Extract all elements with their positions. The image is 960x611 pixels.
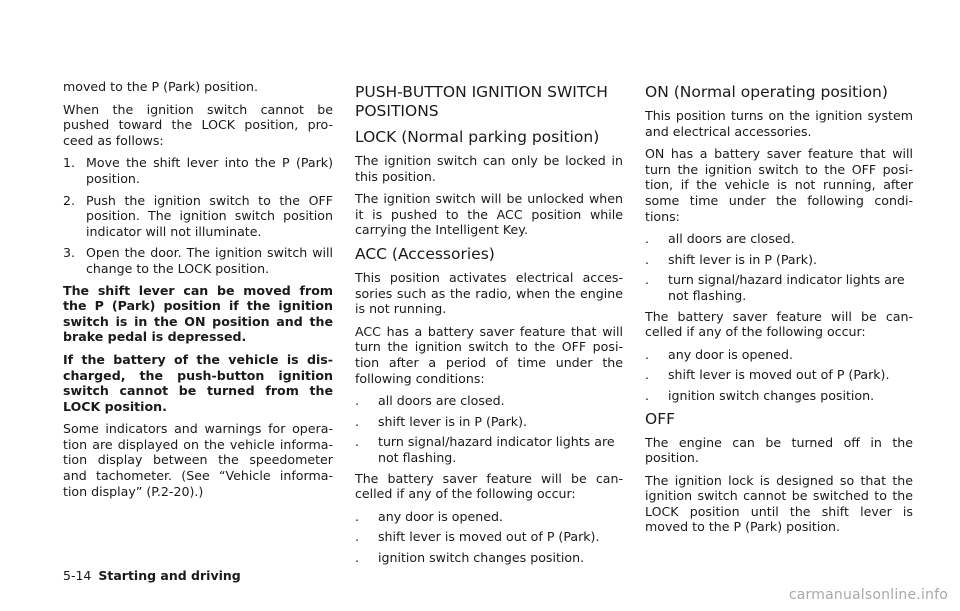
bullet-text: turn signal/hazard indicator lights are not flashing. bbox=[668, 272, 905, 303]
list-item bbox=[645, 252, 913, 268]
paragraph: ON has a battery saver feature that will turn the ignition switch to the OFF posi-tion, if the vehicle is not running, after some time under the following condi-tions: bbox=[645, 146, 913, 224]
bullet-glyph: . bbox=[645, 367, 650, 383]
page-footer bbox=[63, 568, 241, 583]
bullet-glyph: . bbox=[645, 251, 650, 267]
bullet-text: shift lever is moved out of P (Park). bbox=[668, 367, 890, 383]
list-item bbox=[645, 347, 913, 363]
paragraph: Some indicators and warnings for opera-tion are displayed on the vehicle informa-tion display between the speedometer and tachometer. (See “Vehicle informa-tion display” (P.2-20).) bbox=[63, 421, 333, 499]
bold-note: The shift lever can be moved from the P (Park) position if the ignition switch is in the ON position and the brake pedal is depressed. bbox=[63, 282, 333, 345]
step-number: 3. bbox=[63, 245, 76, 261]
bullet-text: any door is opened. bbox=[668, 346, 793, 362]
page-number: 5-14 bbox=[63, 568, 92, 583]
bullet-glyph: . bbox=[355, 529, 360, 545]
list-item bbox=[645, 367, 913, 383]
bullet-glyph: . bbox=[355, 508, 360, 524]
watermark: carmanualsonline.info bbox=[788, 587, 948, 603]
bullet-text: any door is opened. bbox=[378, 508, 503, 524]
section-title: Starting and driving bbox=[98, 568, 241, 583]
bullet-list bbox=[645, 231, 913, 303]
list-item bbox=[645, 231, 913, 247]
paragraph: When the ignition switch cannot be pushed toward the LOCK position, pro-ceed as follows: bbox=[63, 101, 333, 148]
list-item bbox=[63, 155, 333, 186]
column-middle bbox=[355, 79, 623, 570]
paragraph: This position turns on the ignition system and electrical accessories. bbox=[645, 108, 913, 139]
steps-list bbox=[63, 155, 333, 276]
step-text: Push the ignition switch to the OFF position. The ignition switch position indicator will not illuminate. bbox=[86, 192, 333, 239]
bullet-glyph: . bbox=[645, 346, 650, 362]
list-item bbox=[645, 388, 913, 404]
bullet-text: turn signal/hazard indicator lights are not flashing. bbox=[378, 434, 615, 465]
off-heading: OFF bbox=[645, 409, 676, 428]
list-item bbox=[355, 434, 623, 465]
bullet-glyph: . bbox=[645, 387, 650, 403]
column-right bbox=[645, 79, 913, 542]
bullet-text: shift lever is in P (Park). bbox=[378, 413, 528, 429]
bullet-glyph: . bbox=[355, 434, 360, 450]
bullet-glyph: . bbox=[355, 413, 360, 429]
list-item bbox=[645, 272, 913, 303]
paragraph: The ignition lock is designed so that the ignition switch cannot be switched to the LOCK position until the shift lever is moved to the P (Park) position. bbox=[645, 472, 913, 535]
list-item bbox=[355, 393, 623, 409]
bullet-glyph: . bbox=[645, 231, 650, 247]
bullet-text: all doors are closed. bbox=[378, 393, 505, 409]
step-number: 1. bbox=[63, 155, 76, 171]
paragraph: ACC has a battery saver feature that will turn the ignition switch to the OFF posi-tion after a period of time under the following conditions: bbox=[355, 323, 623, 386]
paragraph: The ignition switch will be unlocked when it is pushed to the ACC position while carrying the Intelligent Key. bbox=[355, 191, 623, 238]
paragraph: This position activates electrical acces-sories such as the radio, when the engine is not running. bbox=[355, 269, 623, 317]
bullet-text: shift lever is moved out of P (Park). bbox=[378, 529, 600, 545]
list-item bbox=[63, 193, 333, 240]
bullet-text: all doors are closed. bbox=[668, 231, 795, 247]
step-text: Open the door. The ignition switch will change to the LOCK position. bbox=[86, 245, 333, 276]
list-item bbox=[355, 529, 623, 545]
bullet-glyph: . bbox=[355, 549, 360, 565]
lock-heading: LOCK (Normal parking position) bbox=[355, 128, 600, 146]
list-item bbox=[355, 509, 623, 525]
bullet-list bbox=[355, 509, 623, 566]
list-item bbox=[355, 414, 623, 430]
paragraph: moved to the P (Park) position. bbox=[63, 79, 259, 94]
section-heading: PUSH-BUTTON IGNITION SWITCH POSITIONS bbox=[355, 83, 608, 120]
acc-heading: ACC (Accessories) bbox=[355, 244, 495, 263]
column-left bbox=[63, 79, 333, 506]
step-number: 2. bbox=[63, 192, 76, 208]
paragraph: The battery saver feature will be can-celled if any of the following occur: bbox=[645, 308, 913, 340]
bullet-glyph: . bbox=[355, 393, 360, 409]
bullet-text: ignition switch changes position. bbox=[378, 549, 585, 565]
bullet-list bbox=[645, 347, 913, 404]
paragraph: The engine can be turned off in the position. bbox=[645, 434, 913, 466]
bullet-text: ignition switch changes position. bbox=[668, 387, 875, 403]
list-item bbox=[355, 550, 623, 566]
bullet-list bbox=[355, 393, 623, 465]
step-text: Move the shift lever into the P (Park) position. bbox=[86, 155, 333, 186]
on-heading: ON (Normal operating position) bbox=[645, 83, 888, 101]
paragraph: The battery saver feature will be can-celled if any of the following occur: bbox=[355, 470, 623, 502]
bullet-glyph: . bbox=[645, 272, 650, 288]
bold-note: If the battery of the vehicle is dis-charged, the push-button ignition switch cannot be turned from the LOCK position. bbox=[63, 351, 333, 414]
list-item bbox=[63, 245, 333, 276]
bullet-text: shift lever is in P (Park). bbox=[668, 251, 818, 267]
paragraph: The ignition switch can only be locked in this position. bbox=[355, 153, 623, 184]
